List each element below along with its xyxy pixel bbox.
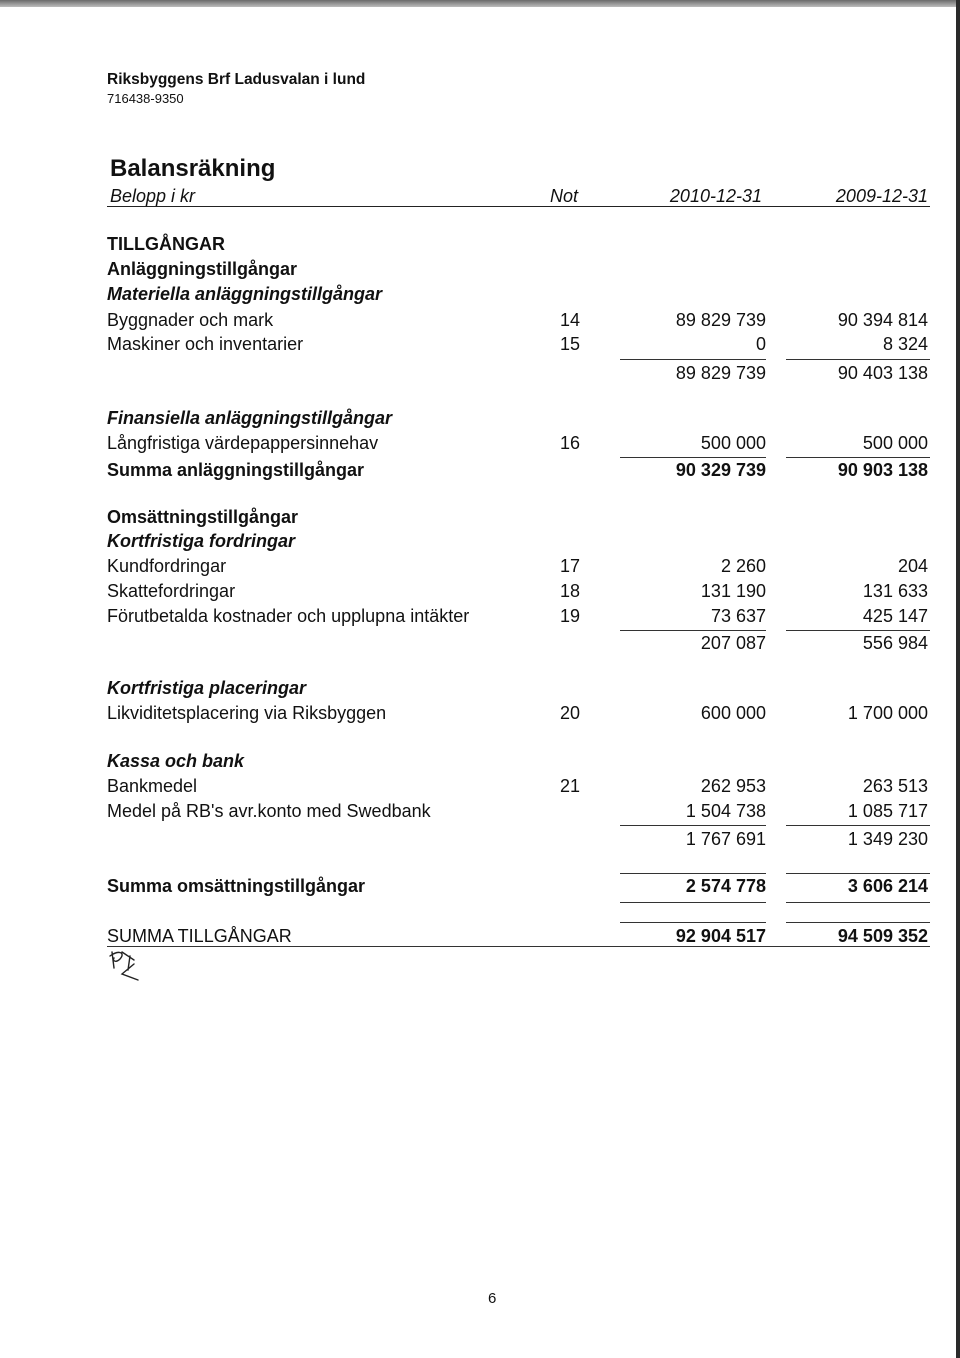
row-label: Skattefordringar	[107, 581, 236, 601]
row-value-2010: 262 953	[700, 776, 766, 796]
row-medel-rb	[0, 801, 960, 825]
row-value-2010: 0	[755, 334, 766, 354]
section-kortfristiga-placeringar	[0, 678, 960, 702]
row-kassa-sum	[0, 829, 960, 853]
row-note: 15	[560, 334, 581, 354]
row-note: 14	[560, 310, 581, 330]
row-value-2010: 73 637	[710, 606, 766, 626]
subtotal-rule	[620, 359, 766, 360]
initials-signature	[104, 946, 154, 986]
subtotal-rule	[620, 825, 766, 826]
row-label: Kundfordringar	[107, 556, 227, 576]
row-value-2009: 556 984	[862, 633, 928, 653]
column-header-amount: Belopp i kr	[110, 186, 196, 206]
row-note: 20	[560, 703, 581, 723]
subtotal-rule	[786, 630, 930, 631]
column-header-note: Not	[550, 186, 579, 206]
section-finansiella	[0, 408, 960, 432]
row-value-2009: 1 349 230	[847, 829, 928, 849]
subtotal-rule	[786, 457, 930, 458]
row-note: 21	[560, 776, 581, 796]
page-number: 6	[488, 1290, 497, 1307]
section-anlaggning	[0, 259, 960, 283]
section-label: Kortfristiga fordringar	[107, 531, 296, 551]
row-value-2010: 89 829 739	[675, 363, 766, 383]
subtotal-rule	[620, 630, 766, 631]
section-kassa-bank	[0, 751, 960, 775]
row-note: 19	[560, 606, 581, 626]
total-rule	[620, 922, 766, 923]
section-label: Materiella anläggningstillgångar	[107, 284, 383, 304]
section-label: Kassa och bank	[107, 751, 245, 771]
row-likviditet	[0, 703, 960, 727]
row-value-2010: 90 329 739	[675, 460, 766, 480]
row-value-2010: 207 087	[700, 633, 766, 653]
subtotal-rule	[786, 359, 930, 360]
row-value-2010: 92 904 517	[675, 926, 766, 946]
section-label: TILLGÅNGAR	[107, 234, 225, 254]
row-value-2009: 3 606 214	[847, 876, 928, 896]
row-value-2010: 500 000	[700, 433, 766, 453]
row-label: Bankmedel	[107, 776, 198, 796]
row-label: SUMMA TILLGÅNGAR	[107, 926, 292, 946]
row-value-2010: 89 829 739	[675, 310, 766, 330]
organization-number: 716438-9350	[107, 91, 184, 106]
row-bankmedel	[0, 776, 960, 800]
scan-top-edge	[0, 0, 960, 7]
row-materiella-sum	[0, 363, 960, 387]
row-label: Likviditetsplacering via Riksbyggen	[107, 703, 387, 723]
row-value-2009: 94 509 352	[837, 926, 928, 946]
row-fordringar-sum	[0, 633, 960, 657]
subtotal-rule	[620, 873, 766, 874]
row-value-2009: 500 000	[862, 433, 928, 453]
page-title: Balansräkning	[110, 155, 276, 182]
row-kundfordringar	[0, 556, 960, 580]
row-summa-anlaggning	[0, 460, 960, 484]
row-value-2009: 425 147	[862, 606, 928, 626]
row-value-2009: 204	[897, 556, 928, 576]
row-label: Maskiner och inventarier	[107, 334, 304, 354]
header-rule	[107, 206, 930, 207]
row-value-2009: 1 085 717	[847, 801, 928, 821]
row-value-2009: 8 324	[882, 334, 928, 354]
row-forutbetalda	[0, 606, 960, 630]
row-value-2009: 1 700 000	[847, 703, 928, 723]
bottom-rule	[107, 946, 930, 947]
section-label: Kortfristiga placeringar	[107, 678, 307, 698]
organization-name: Riksbyggens Brf Ladusvalan i lund	[107, 71, 366, 88]
row-value-2010: 2 260	[720, 556, 766, 576]
column-header-2009: 2009-12-31	[835, 186, 928, 206]
section-kortfristiga-fordringar	[0, 531, 960, 555]
section-label: Finansiella anläggningstillgångar	[107, 408, 393, 428]
row-label: Förutbetalda kostnader och upplupna intäkter	[107, 606, 470, 626]
section-materiella	[0, 284, 960, 308]
row-maskiner	[0, 334, 960, 358]
total-rule	[786, 902, 930, 903]
row-skattefordringar	[0, 581, 960, 605]
row-value-2009: 263 513	[862, 776, 928, 796]
row-value-2010: 2 574 778	[685, 876, 766, 896]
column-header-2010: 2010-12-31	[669, 186, 762, 206]
row-value-2010: 1 504 738	[685, 801, 766, 821]
row-value-2010: 600 000	[700, 703, 766, 723]
section-label: Anläggningstillgångar	[107, 259, 298, 279]
section-tillgangar	[0, 234, 960, 258]
row-label: Byggnader och mark	[107, 310, 274, 330]
row-value-2010: 131 190	[700, 581, 766, 601]
row-note: 18	[560, 581, 581, 601]
row-note: 16	[560, 433, 581, 453]
row-summa-omsattning	[0, 876, 960, 900]
row-byggnader	[0, 310, 960, 334]
subtotal-rule	[620, 457, 766, 458]
total-rule	[620, 902, 766, 903]
row-langfristiga	[0, 433, 960, 457]
row-value-2009: 90 394 814	[837, 310, 928, 330]
row-value-2009: 90 403 138	[837, 363, 928, 383]
section-label: Omsättningstillgångar	[107, 507, 299, 527]
row-label: Långfristiga värdepappersinnehav	[107, 433, 379, 453]
row-note: 17	[560, 556, 581, 576]
row-label: Medel på RB's avr.konto med Swedbank	[107, 801, 431, 821]
section-omsattning	[0, 507, 960, 531]
row-value-2009: 131 633	[862, 581, 928, 601]
row-label: Summa omsättningstillgångar	[107, 876, 366, 896]
subtotal-rule	[786, 825, 930, 826]
row-value-2009: 90 903 138	[837, 460, 928, 480]
row-label: Summa anläggningstillgångar	[107, 460, 365, 480]
total-rule	[786, 922, 930, 923]
row-value-2010: 1 767 691	[685, 829, 766, 849]
subtotal-rule	[786, 873, 930, 874]
